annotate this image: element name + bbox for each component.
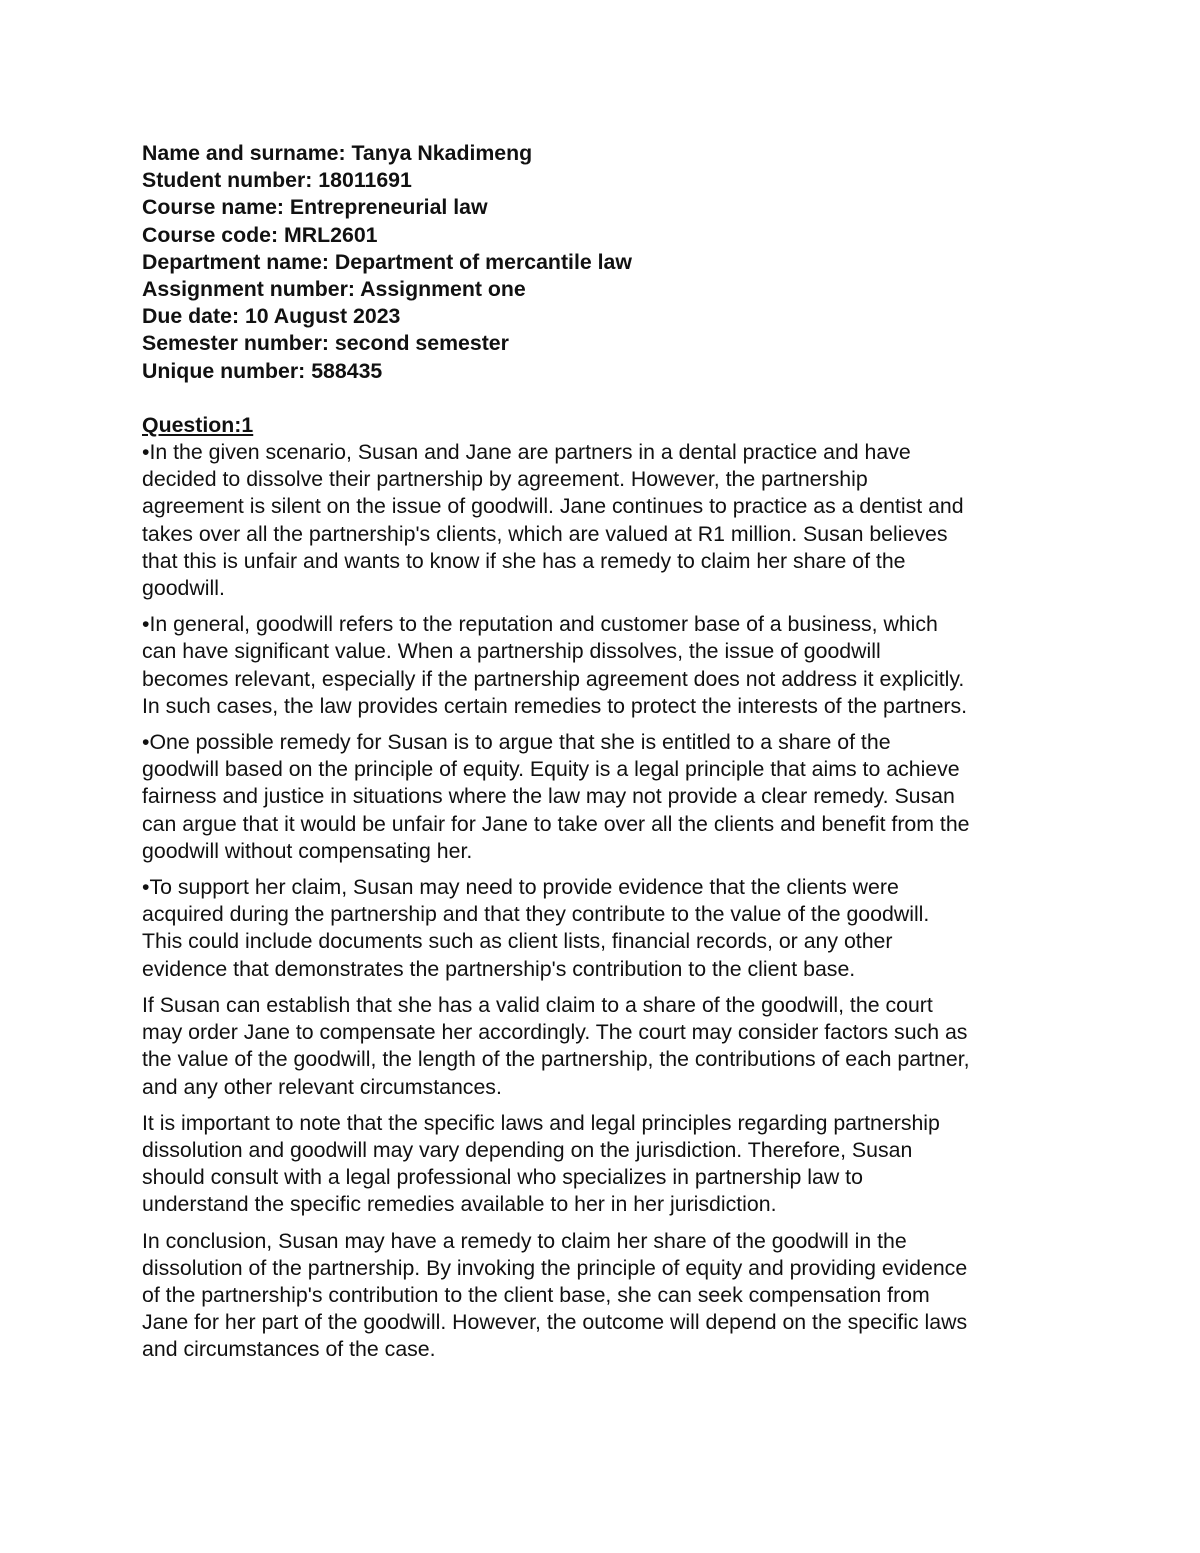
text-line: understand the specific remedies available to her in her jurisdiction.	[142, 1192, 777, 1217]
text-line: Jane for her part of the goodwill. However, the outcome will depend on the specific laws	[142, 1310, 968, 1335]
course-code-line: Course code: MRL2601	[142, 222, 378, 247]
text-line: This could include documents such as client lists, financial records, or any other	[142, 929, 893, 954]
text-line: goodwill based on the principle of equity. Equity is a legal principle that aims to achieve	[142, 757, 960, 782]
text-line: evidence that demonstrates the partnership's contribution to the client base.	[142, 956, 856, 981]
text-line: •To support her claim, Susan may need to provide evidence that the clients were	[142, 875, 899, 900]
paragraph-court-order	[142, 992, 1072, 1101]
course-name-line: Course name: Entrepreneurial law	[142, 195, 488, 220]
paragraph-equity-remedy	[142, 729, 1072, 865]
text-line: It is important to note that the specific laws and legal principles regarding partnership	[142, 1110, 940, 1135]
text-line: fairness and justice in situations where the law may not provide a clear remedy. Susan	[142, 784, 955, 809]
text-line: agreement is silent on the issue of goodwill. Jane continues to practice as a dentist and	[142, 494, 964, 519]
name-line: Name and surname: Tanya Nkadimeng	[142, 141, 533, 165]
text-line: •In general, goodwill refers to the reputation and customer base of a business, which	[142, 612, 938, 637]
paragraph-conclusion	[142, 1228, 1072, 1364]
text-line: can have significant value. When a partnership dissolves, the issue of goodwill	[142, 639, 881, 664]
text-line: •One possible remedy for Susan is to argue that she is entitled to a share of the	[142, 730, 891, 755]
text-line: dissolution of the partnership. By invoking the principle of equity and providing evidence	[142, 1255, 968, 1280]
text-line: can argue that it would be unfair for Jane to take over all the clients and benefit from the	[142, 811, 970, 836]
semester-line: Semester number: second semester	[142, 331, 509, 356]
question-heading: Question:1	[142, 412, 254, 437]
text-line: should consult with a legal professional who specializes in partnership law to	[142, 1165, 863, 1190]
text-line: becomes relevant, especially if the partnership agreement does not address it explicitly.	[142, 666, 965, 691]
text-line: of the partnership's contribution to the client base, she can seek compensation from	[142, 1282, 930, 1307]
unique-number-line: Unique number: 588435	[142, 358, 383, 383]
text-line: may order Jane to compensate her accordingly. The court may consider factors such as	[142, 1020, 968, 1045]
assignment-line: Assignment number: Assignment one	[142, 277, 526, 302]
text-line: the value of the goodwill, the length of the partnership, the contributions of each partner,	[142, 1047, 970, 1072]
text-line: acquired during the partnership and that they contribute to the value of the goodwill.	[142, 902, 930, 927]
paragraph-evidence	[142, 874, 1072, 983]
text-line: dissolution and goodwill may vary depending on the jurisdiction. Therefore, Susan	[142, 1137, 913, 1162]
text-line: and circumstances of the case.	[142, 1337, 436, 1362]
department-line: Department name: Department of mercantile law	[142, 249, 632, 274]
paragraph-scenario	[142, 439, 1072, 602]
student-number-line: Student number: 18011691	[142, 168, 412, 193]
due-date-line: Due date: 10 August 2023	[142, 304, 401, 329]
text-line: If Susan can establish that she has a valid claim to a share of the goodwill, the court	[142, 992, 933, 1017]
text-line: In such cases, the law provides certain remedies to protect the interests of the partners.	[142, 693, 968, 718]
paragraph-goodwill-general	[142, 611, 1072, 720]
text-line: goodwill.	[142, 576, 225, 601]
text-line: •In the given scenario, Susan and Jane are partners in a dental practice and have	[142, 440, 911, 465]
text-line: that this is unfair and wants to know if she has a remedy to claim her share of the	[142, 548, 906, 573]
text-line: and any other relevant circumstances.	[142, 1074, 502, 1099]
document-page	[142, 140, 1072, 1364]
answer-body	[142, 439, 1072, 1364]
text-line: decided to dissolve their partnership by agreement. However, the partnership	[142, 467, 868, 492]
paragraph-jurisdiction	[142, 1110, 1072, 1219]
student-details	[142, 140, 1072, 385]
text-line: goodwill without compensating her.	[142, 838, 473, 863]
text-line: In conclusion, Susan may have a remedy to claim her share of the goodwill in the	[142, 1228, 907, 1253]
text-line: takes over all the partnership's clients, which are valued at R1 million. Susan believes	[142, 521, 948, 546]
